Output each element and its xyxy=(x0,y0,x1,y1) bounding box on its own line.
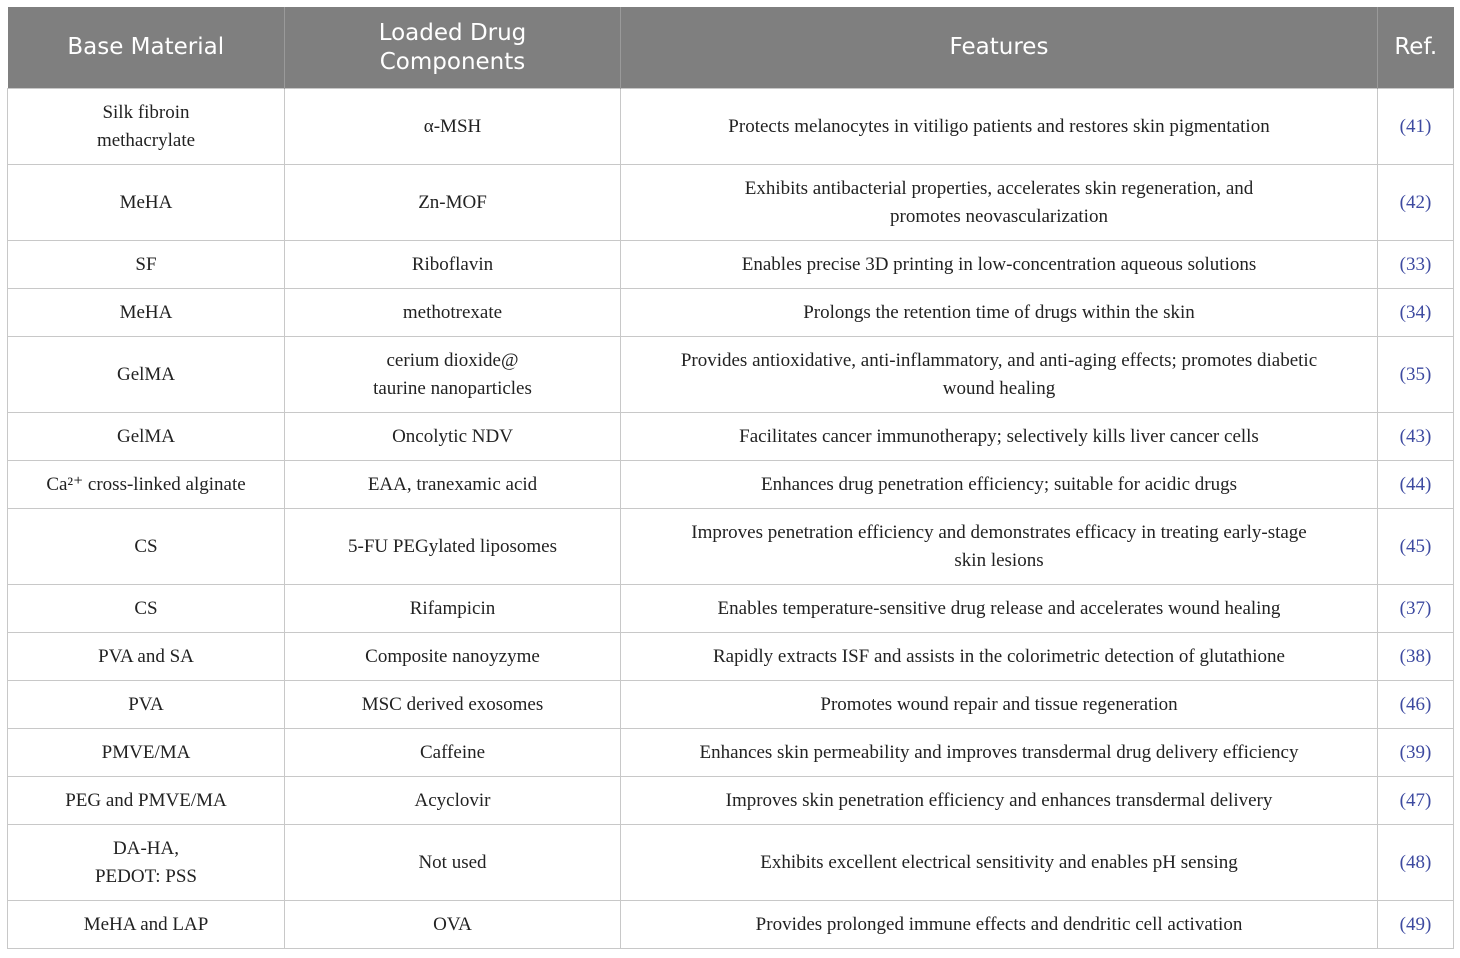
table-row xyxy=(8,165,1454,241)
table-row xyxy=(8,825,1454,901)
cell-features: Provides prolonged immune effects and dendritic cell activation xyxy=(621,901,1378,949)
ref-link[interactable]: (45) xyxy=(1399,535,1432,557)
ref-link[interactable]: (43) xyxy=(1399,425,1432,447)
cell-features: Enhances drug penetration efficiency; suitable for acidic drugs xyxy=(621,461,1378,509)
header-row xyxy=(8,7,1454,89)
table-row xyxy=(8,509,1454,585)
table-row xyxy=(8,241,1454,289)
cell-base-material: Silk fibroin methacrylate xyxy=(8,89,285,165)
cell-base-material: SF xyxy=(8,241,285,289)
ref-link[interactable]: (48) xyxy=(1399,851,1432,873)
table-row xyxy=(8,633,1454,681)
cell-features: Exhibits antibacterial properties, accelerates skin regeneration, and promotes neovascularization xyxy=(621,165,1378,241)
table-row xyxy=(8,777,1454,825)
cell-features: Protects melanocytes in vitiligo patients and restores skin pigmentation xyxy=(621,89,1378,165)
ref-link[interactable]: (49) xyxy=(1399,913,1432,935)
cell-ref xyxy=(1378,901,1454,949)
table-row xyxy=(8,413,1454,461)
cell-drug: Not used xyxy=(285,825,621,901)
header-base-material: Base Material xyxy=(8,7,285,89)
table-row xyxy=(8,89,1454,165)
table-row xyxy=(8,729,1454,777)
table-row xyxy=(8,901,1454,949)
cell-ref xyxy=(1378,413,1454,461)
cell-features: Provides antioxidative, anti-inflammatory, and anti-aging effects; promotes diabetic wound healing xyxy=(621,337,1378,413)
header-loaded-drug-components: Loaded Drug Components xyxy=(285,7,621,89)
cell-drug: OVA xyxy=(285,901,621,949)
ref-link[interactable]: (35) xyxy=(1399,363,1432,385)
cell-ref xyxy=(1378,729,1454,777)
cell-drug: methotrexate xyxy=(285,289,621,337)
cell-base-material: PVA and SA xyxy=(8,633,285,681)
ref-link[interactable]: (39) xyxy=(1399,741,1432,763)
header-ref: Ref. xyxy=(1378,7,1454,89)
ref-link[interactable]: (34) xyxy=(1399,301,1432,323)
ref-link[interactable]: (41) xyxy=(1399,115,1432,137)
cell-features: Exhibits excellent electrical sensitivity and enables pH sensing xyxy=(621,825,1378,901)
cell-ref xyxy=(1378,681,1454,729)
cell-ref xyxy=(1378,337,1454,413)
cell-base-material: PMVE/MA xyxy=(8,729,285,777)
cell-features: Promotes wound repair and tissue regeneration xyxy=(621,681,1378,729)
table-row xyxy=(8,681,1454,729)
cell-drug: α-MSH xyxy=(285,89,621,165)
cell-drug: EAA, tranexamic acid xyxy=(285,461,621,509)
cell-drug: Oncolytic NDV xyxy=(285,413,621,461)
ref-link[interactable]: (37) xyxy=(1399,597,1432,619)
cell-ref xyxy=(1378,241,1454,289)
cell-features: Prolongs the retention time of drugs within the skin xyxy=(621,289,1378,337)
cell-ref xyxy=(1378,89,1454,165)
ref-link[interactable]: (44) xyxy=(1399,473,1432,495)
cell-base-material: CS xyxy=(8,585,285,633)
cell-base-material: MeHA xyxy=(8,289,285,337)
cell-drug: cerium dioxide@ taurine nanoparticles xyxy=(285,337,621,413)
cell-features: Enables temperature-sensitive drug release and accelerates wound healing xyxy=(621,585,1378,633)
header-features: Features xyxy=(621,7,1378,89)
cell-base-material: Ca²⁺ cross-linked alginate xyxy=(8,461,285,509)
cell-drug: Zn-MOF xyxy=(285,165,621,241)
cell-ref xyxy=(1378,585,1454,633)
cell-ref xyxy=(1378,825,1454,901)
cell-drug: Caffeine xyxy=(285,729,621,777)
cell-base-material: CS xyxy=(8,509,285,585)
cell-base-material: DA-HA, PEDOT: PSS xyxy=(8,825,285,901)
cell-drug: Composite nanoyzyme xyxy=(285,633,621,681)
cell-features: Enhances skin permeability and improves transdermal drug delivery efficiency xyxy=(621,729,1378,777)
ref-link[interactable]: (47) xyxy=(1399,789,1432,811)
materials-table xyxy=(7,7,1454,949)
ref-link[interactable]: (38) xyxy=(1399,645,1432,667)
cell-ref xyxy=(1378,777,1454,825)
table-row xyxy=(8,337,1454,413)
cell-ref xyxy=(1378,165,1454,241)
cell-base-material: PEG and PMVE/MA xyxy=(8,777,285,825)
table-row xyxy=(8,461,1454,509)
ref-link[interactable]: (33) xyxy=(1399,253,1432,275)
cell-ref xyxy=(1378,289,1454,337)
cell-features: Improves penetration efficiency and demonstrates efficacy in treating early-stage skin lesions xyxy=(621,509,1378,585)
cell-drug: 5-FU PEGylated liposomes xyxy=(285,509,621,585)
cell-ref xyxy=(1378,461,1454,509)
cell-drug: Riboflavin xyxy=(285,241,621,289)
cell-base-material: GelMA xyxy=(8,337,285,413)
cell-base-material: MeHA and LAP xyxy=(8,901,285,949)
cell-features: Enables precise 3D printing in low-concentration aqueous solutions xyxy=(621,241,1378,289)
cell-features: Rapidly extracts ISF and assists in the colorimetric detection of glutathione xyxy=(621,633,1378,681)
cell-base-material: MeHA xyxy=(8,165,285,241)
cell-features: Improves skin penetration efficiency and enhances transdermal delivery xyxy=(621,777,1378,825)
cell-base-material: GelMA xyxy=(8,413,285,461)
table-row xyxy=(8,289,1454,337)
cell-drug: Acyclovir xyxy=(285,777,621,825)
ref-link[interactable]: (42) xyxy=(1399,191,1432,213)
cell-ref xyxy=(1378,633,1454,681)
ref-link[interactable]: (46) xyxy=(1399,693,1432,715)
cell-features: Facilitates cancer immunotherapy; selectively kills liver cancer cells xyxy=(621,413,1378,461)
cell-base-material: PVA xyxy=(8,681,285,729)
cell-drug: MSC derived exosomes xyxy=(285,681,621,729)
cell-ref xyxy=(1378,509,1454,585)
cell-drug: Rifampicin xyxy=(285,585,621,633)
table-row xyxy=(8,585,1454,633)
